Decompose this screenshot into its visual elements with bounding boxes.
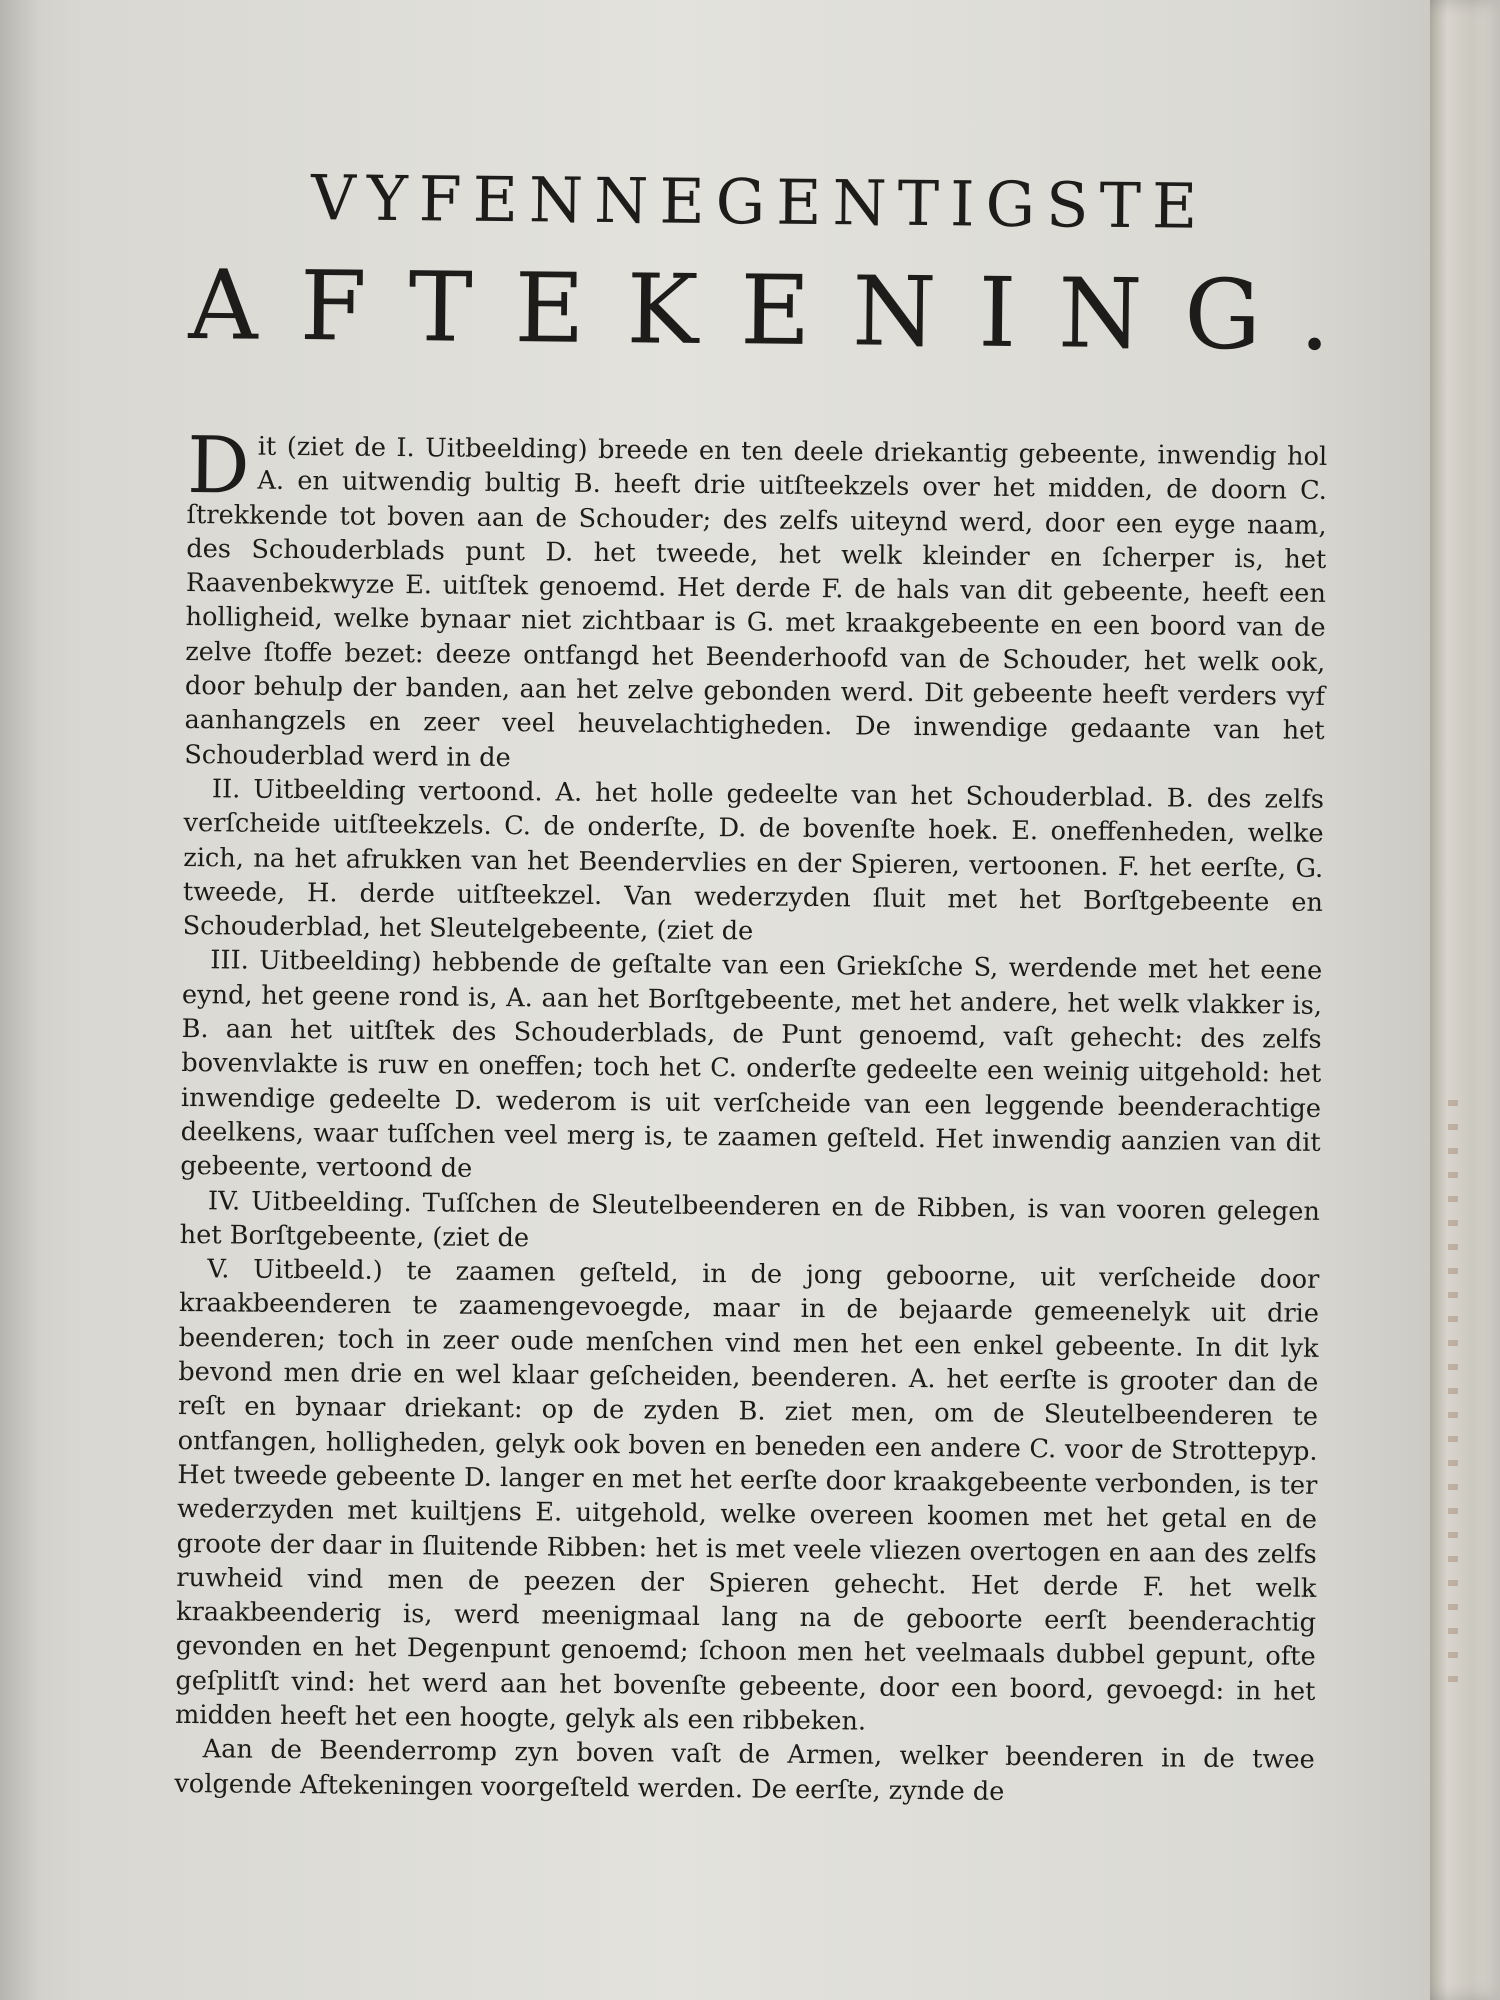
drop-cap: D [186, 420, 251, 512]
page-text-block [174, 160, 1373, 1812]
paragraph-4: IV. Uitbeelding. Tuſſchen de Sleutelbeenderen en de Ribben, is van vooren gelegen het Borſtgebeente, (ziet de [179, 1185, 1321, 1254]
page-gutter-shadow [0, 0, 40, 2000]
paragraph-5: V. Uitbeeld.) te zaamen geſteld, in de jong geboorne, uit verſcheide door kraakbeenderen te zaamengevoegde, maar in de bejaarde gemeenelyk uit drie beenderen; toch in zeer oude menſchen vind men het een enkel gebeente. In dit lyk bevond men drie en wel klaar geſcheiden, beenderen. A. het eerſte is grooter dan de reſt en bynaar driekant: op de zyden B. ziet men, om de Sleutelbeenderen te ontfangen, holligheden, gelyk ook boven en beneden een andere C. voor de Strottepyp. Het tweede gebeente D. langer en met het eerſte door kraakgebeente verbonden, is ter wederzyden met kuiltjens E. uitgehold, welke overeen koomen met het getal en de groote der daar in ſluitende Ribben: het is met veele vliezen overtogen en aan des zelfs ruwheid vind men de peezen der Spieren gehecht. Het derde F. het welk kraakbeenderig is, werd meenigmaal lang na de geboorte eerſt beenderachtig gevonden en het Degenpunt genoemd; ſchoon men het veelmaals dubbel gepunt, ofte geſplitſt vind: het werd aan het bovenſte gebeente, door een boord, gevoegd: in het midden heeft het een hoogte, gelyk als een ribbeken. [174, 1254, 1320, 1737]
heading-line-1: VYFENNEGENTIGSTE [310, 161, 1209, 243]
adjacent-page-edge [1430, 0, 1500, 2000]
paragraph-1-text: it (ziet de I. Uitbeelding) breede en ten deele driekantig gebeente, inwendig hol A. en uitwendig bultig B. heeft drie uitſteekzels over het midden, de doorn C. ſtrekkende tot boven aan de Schouder; des zelfs uiteynd werd, door een eyge naam, des Schouderblads punt D. het tweede, het welk kleinder en ſcherper is, het Raavenbekwyze E. uitſtek genoemd. Het derde F. de hals van dit gebeente, heeft een holligheid, welke bynaar niet zichtbaar is G. met kraakgebeente en een boord van de zelve ſtoffe bezet: deeze ontfangd het Beenderhoofd van de Schouder, het welk ook, door behulp der banden, aan het zelve gebonden werd. Dit gebeente heeft verders vyf aanhangzels en zeer veel heuvelachtigheden. De inwendige gedaante van het Schouderblad werd in de [184, 431, 1328, 773]
body-text [174, 420, 1328, 1812]
paragraph-6: Aan de Beenderromp zyn boven vaſt de Armen, welker beenderen in de twee volgende Aftekeningen voorgeſteld werden. De eerſte, zynde de [174, 1734, 1315, 1807]
heading-line-2: AFTEKENING. [188, 248, 1373, 373]
paragraph-2: II. Uitbeelding vertoond. A. het holle gedeelte van het Schouderblad. B. des zelfs verſcheide uitſteekzels. C. de onderſte, D. de bovenſte hoek. E. oneffenheden, welke zich, na het afrukken van het Beendervlies en der Spieren, vertoonen. F. het eerſte, G. tweede, H. derde uitſteekzel. Van wederzyden ſluit met het Borſtgebeente en Schouderblad, het Sleutelgebeente, (ziet de [182, 774, 1325, 947]
paragraph-3: III. Uitbeelding) hebbende de geſtalte van een Griekſche S, werdende met het eene eynd, het geene rond is, A. aan het Borſtgebeente, met het andere, het welk vlakker is, B. aan het uitſtek des Schouderblads, de Punt genoemd, vaſt gehecht: des zelfs bovenvlakte is ruw en oneffen; toch het C. onderſte gedeelte een weinig uitgehold: het inwendige gedeelte D. wederom is uit verſcheide van een leggende beenderachtige deelkens, waar tuſſchen veel merg is, te zaamen geſteld. Het inwendig aanzien van dit gebeente, vertoond de [180, 945, 1323, 1184]
paragraph-1 [184, 420, 1328, 783]
